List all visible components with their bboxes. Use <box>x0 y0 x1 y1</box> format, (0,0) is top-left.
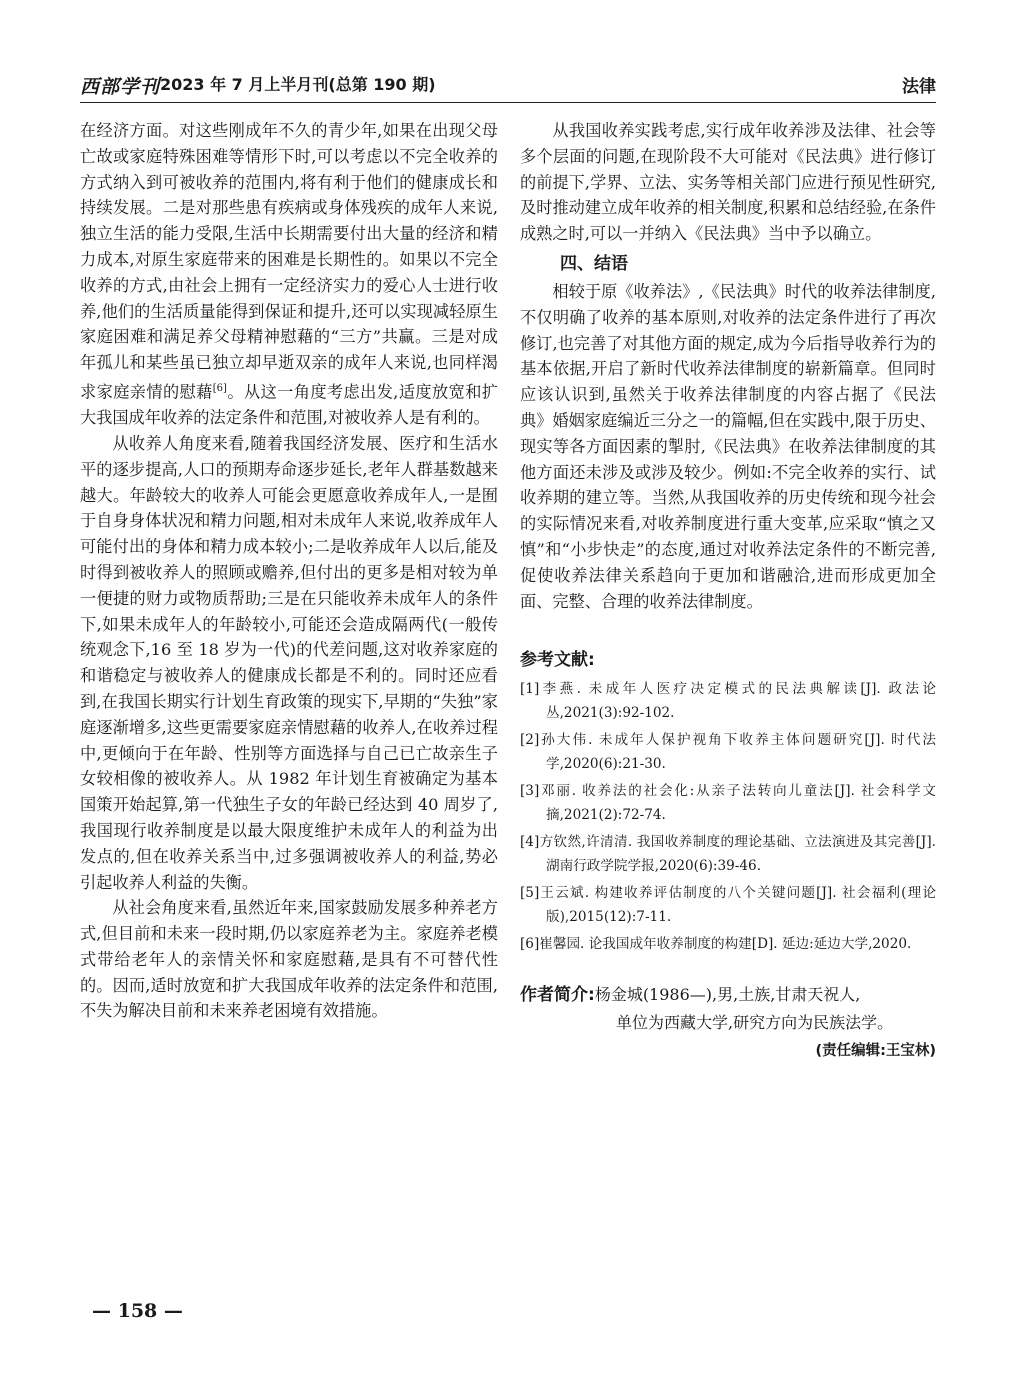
citation-mark: [6] <box>212 382 227 394</box>
paragraph: 从社会角度来看,虽然近年来,国家鼓励发展多种养老方式,但目前和未来一段时期,仍以家庭养老为主。家庭养老模式带给老年人的亲情关怀和家庭慰藉,是具有不可替代性的。因而,适时放宽和扩大我国成年收养的法定条件和范围,不失为解决目前和未来养老困境有效措施。 <box>80 898 498 1021</box>
reference-item: [1]李燕. 未成年人医疗决定模式的民法典解读[J]. 政法论丛,2021(3):92-102. <box>520 681 936 721</box>
references-title: 参考文献: <box>520 650 595 671</box>
reference-item: [5]王云斌. 构建收养评估制度的八个关键问题[J]. 社会福利(理论版),2015(12):7-11. <box>520 885 936 925</box>
page-number: — 158 — <box>92 1300 183 1322</box>
reference-item: [2]孙大伟. 未成年人保护视角下收养主体问题研究[J]. 时代法学,2020(6):21-30. <box>520 732 936 772</box>
author-label: 作者简介: <box>520 984 595 1005</box>
left-column <box>80 118 498 1024</box>
journal-logo: 西部学刊 <box>80 76 161 98</box>
section-name: 法律 <box>902 77 936 97</box>
reference-item: [4]方钦然,许清清. 我国收养制度的理论基础、立法演进及其完善[J]. 湖南行政学院学报,2020(6):39-46. <box>520 834 936 874</box>
issue-info: 2023 年 7 月上半月刊(总第 190 期) <box>160 75 436 94</box>
author-line: 杨金城(1986—),男,土族,甘肃天祝人, <box>594 984 861 1004</box>
references-list <box>520 678 936 957</box>
page-header <box>80 68 936 103</box>
section-heading: 四、结语 <box>560 253 628 274</box>
right-column <box>520 118 936 1060</box>
reference-item: [3]邓丽. 收养法的社会化:从亲子法转向儿童法[J]. 社会科学文摘,2021(2):72-74. <box>520 783 936 823</box>
paragraph: 从我国收养实践考虑,实行成年收养涉及法律、社会等多个层面的问题,在现阶段不大可能对《民法典》进行修订的前提下,学界、立法、实务等相关部门应进行预见性研究,及时推动建立成年收养的相关制度,积累和总结经验,在条件成熟之时,可以一并纳入《民法典》当中予以确立。 <box>520 121 936 244</box>
reference-item: [6]崔馨园. 论我国成年收养制度的构建[D]. 延边:延边大学,2020. <box>520 936 912 953</box>
paragraph: 在经济方面。对这些刚成年不久的青少年,如果在出现父母亡故或家庭特殊困难等情形下时,可以考虑以不完全收养的方式纳入到可被收养的范围内,将有利于他们的健康成长和持续发展。二是对那些患有疾病或身体残疾的成年人来说,独立生活的能力受限,生活中长期需要付出大量的经济和精力成本,对原生家庭带来的困难是长期性的。如果以不完全收养的方式,由社会上拥有一定经济实力的爱心人士进行收养,他们的生活质量能得到保证和提升,还可以实现减轻原生家庭困难和满足养父母精神慰藉的“三方”共赢。三是对成年孤儿和某些虽已独立却早逝双亲的成年人来说,也同样渴求家庭亲情的慰藉[6]。从这一角度考虑出发,适度放宽和扩大我国成年收养的法定条件和范围,对被收养人是有利的。 <box>80 121 498 428</box>
author-line: 单位为西藏大学,研究方向为民族法学。 <box>616 1012 894 1032</box>
responsible-editor: (责任编辑:王宝林) <box>815 1042 936 1059</box>
paragraph: 从收养人角度来看,随着我国经济发展、医疗和生活水平的逐步提高,人口的预期寿命逐步延长,老年人群基数越来越大。年龄较大的收养人可能会更愿意收养成年人,一是囿于自身身体状况和精力问题,相对未成年人来说,收养成年人可能付出的身体和精力成本较小;二是收养成年人以后,能及时得到被收养人的照顾或赡养,但付出的更多是相对较为单一便捷的财力或物质帮助;三是在只能收养未成年人的条件下,如果未成年人的年龄较小,可能还会造成隔两代(一般传统观念下,16 至 18 岁为一代)的代差问题,这对收养家庭的和谐稳定与被收养人的健康成长都是不利的。同时还应看到,在我国长期实行计划生育政策的现实下,早期的“失独”家庭逐渐增多,这些更需要家庭亲情慰藉的收养人,在收养过程中,更倾向于在年龄、性别等方面选择与自己已亡故亲生子女较相像的被收养人。从 1982 年计划生育被确定为基本国策开始起算,第一代独生子女的年龄已经达到 40 周岁了,我国现行收养制度是以最大限度维护未成年人的利益为出发点的,但在收养关系当中,过多强调被收养人的利益,势必引起收养人利益的失衡。 <box>80 433 498 892</box>
author-bio <box>520 981 936 1036</box>
paragraph: 相较于原《收养法》,《民法典》时代的收养法律制度,不仅明确了收养的基本原则,对收养的法定条件进行了再次修订,也完善了对其他方面的规定,成为今后指导收养行为的基本依据,开启了新时代收养法律制度的崭新篇章。但同时应该认识到,虽然关于收养法律制度的内容占据了《民法典》婚姻家庭编近三分之一的篇幅,但在实践中,限于历史、现实等各方面因素的掣肘,《民法典》在收养法律制度的其他方面还未涉及或涉及较少。例如:不完全收养的实行、试收养期的建立等。当然,从我国收养的历史传统和现今社会的实际情况来看,对收养制度进行重大变革,应采取“慎之又慎”和“小步快走”的态度,通过对收养法定条件的不断完善,促使收养法律关系趋向于更加和谐融洽,进而形成更加全面、完整、合理的收养法律制度。 <box>520 281 936 611</box>
